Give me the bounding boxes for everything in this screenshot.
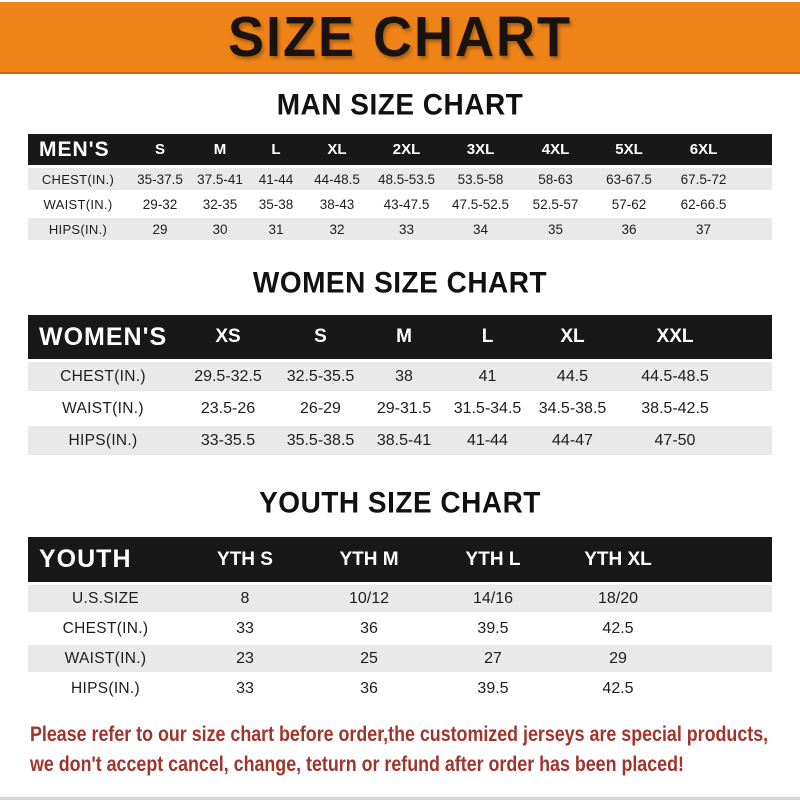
table-row <box>28 168 772 190</box>
size-value: 34.5-38.5 <box>538 399 607 417</box>
column-header: S <box>314 326 327 347</box>
row-spacer <box>681 675 772 702</box>
size-value: 44-48.5 <box>314 171 360 187</box>
size-value: 63-67.5 <box>606 171 652 187</box>
size-value: 29-32 <box>142 196 178 212</box>
size-value: 37.5-41 <box>197 171 243 187</box>
section-title: YOUTH SIZE CHART <box>259 486 541 519</box>
size-value: 35-38 <box>258 196 294 212</box>
size-value: 10/12 <box>348 589 390 607</box>
column-header: YTH L <box>465 548 521 570</box>
table-row <box>28 645 772 672</box>
section-title: MAN SIZE CHART <box>276 88 524 121</box>
size-value: 23.5-26 <box>200 399 256 417</box>
row-label: HIPS(IN.) <box>48 221 108 237</box>
size-value: 34 <box>472 221 489 237</box>
disclaimer <box>30 720 800 780</box>
table-corner-label: YOUTH <box>39 545 132 573</box>
section-youth-size-chart <box>0 487 800 705</box>
size-value: 58-63 <box>538 171 573 187</box>
size-table <box>28 312 772 458</box>
column-header: XXL <box>656 326 694 347</box>
size-value: 48.5-53.5 <box>377 171 436 187</box>
size-value: 31.5-34.5 <box>453 399 522 417</box>
size-value: 33 <box>236 679 254 697</box>
table-row <box>28 585 772 612</box>
size-value: 32.5-35.5 <box>286 367 355 385</box>
column-header: 3XL <box>466 141 495 158</box>
size-value: 36 <box>360 679 378 697</box>
disclaimer-line-1: Please refer to our size chart before order,the customized jerseys are special products, <box>30 723 769 746</box>
row-spacer <box>735 426 772 455</box>
size-value: 38.5-41 <box>376 431 432 449</box>
header-row <box>28 537 772 582</box>
row-spacer <box>735 394 772 423</box>
size-value: 37 <box>695 221 712 237</box>
row-spacer <box>681 615 772 642</box>
size-value: 42.5 <box>602 619 634 637</box>
section-title: WOMEN SIZE CHART <box>252 266 548 299</box>
size-value: 33-35.5 <box>200 431 256 449</box>
size-value: 36 <box>360 619 378 637</box>
section-women-size-chart <box>0 267 800 458</box>
size-value: 8 <box>240 589 250 607</box>
column-header: XS <box>215 326 241 347</box>
row-label: HIPS(IN.) <box>70 679 140 697</box>
size-value: 67.5-72 <box>680 171 727 187</box>
size-value: 39.5 <box>477 679 509 697</box>
size-value: 39.5 <box>477 619 509 637</box>
sections-container <box>0 89 800 705</box>
section-man-size-chart <box>0 89 800 243</box>
size-value: 57-62 <box>611 196 647 212</box>
size-value: 41 <box>478 367 497 385</box>
size-value: 44-47 <box>552 431 593 449</box>
column-header: 2XL <box>392 141 421 158</box>
size-value: 52.5-57 <box>532 196 579 212</box>
size-value: 32-35 <box>202 196 238 212</box>
size-value: 33 <box>398 221 415 237</box>
column-header: M <box>213 141 227 158</box>
header-spacer <box>681 537 772 582</box>
row-spacer <box>742 168 772 190</box>
header-row <box>28 134 772 165</box>
row-label: WAIST(IN.) <box>43 196 113 212</box>
size-chart-banner <box>0 2 800 74</box>
table-corner-label: WOMEN'S <box>39 322 168 351</box>
size-value: 27 <box>484 649 502 667</box>
column-header: L <box>481 326 494 347</box>
row-spacer <box>681 645 772 672</box>
size-value: 38 <box>395 367 413 385</box>
row-spacer <box>742 193 772 215</box>
header-row <box>28 315 772 359</box>
size-value: 33 <box>236 619 254 637</box>
column-header: L <box>271 141 281 158</box>
table-row <box>28 675 772 702</box>
size-value: 38.5-42.5 <box>641 399 709 417</box>
column-header: YTH XL <box>584 548 652 570</box>
size-value: 25 <box>360 649 378 667</box>
size-value: 41-44 <box>258 171 294 187</box>
table-row <box>28 362 772 391</box>
row-label: WAIST(IN.) <box>62 399 144 417</box>
column-header: 5XL <box>615 141 643 158</box>
row-spacer <box>681 585 772 612</box>
column-header: 4XL <box>541 141 570 158</box>
size-value: 38-43 <box>319 196 355 212</box>
size-value: 14/16 <box>472 589 514 607</box>
size-value: 53.5-58 <box>457 171 504 187</box>
table-row <box>28 394 772 423</box>
size-value: 35-37.5 <box>137 171 183 187</box>
size-value: 18/20 <box>597 589 639 607</box>
row-label: CHEST(IN.) <box>60 367 146 385</box>
size-value: 26-29 <box>300 399 341 417</box>
size-value: 29 <box>609 649 627 667</box>
row-spacer <box>735 362 772 391</box>
table-row <box>28 218 772 240</box>
size-value: 29.5-32.5 <box>194 367 262 385</box>
size-value: 30 <box>212 221 228 237</box>
column-header: XL <box>327 141 347 158</box>
column-header: 6XL <box>689 141 718 158</box>
column-header: YTH M <box>339 548 399 570</box>
size-value: 42.5 <box>602 679 634 697</box>
size-value: 32 <box>329 221 345 237</box>
size-value: 31 <box>268 221 284 237</box>
page-title: SIZE CHART <box>228 5 572 69</box>
size-value: 41-44 <box>467 431 508 449</box>
column-header: YTH S <box>217 548 273 570</box>
row-label: U.S.SIZE <box>72 589 139 607</box>
header-spacer <box>742 134 772 165</box>
column-header: XL <box>560 326 585 347</box>
size-value: 43-47.5 <box>383 196 430 212</box>
size-table <box>28 131 772 243</box>
table-row <box>28 193 772 215</box>
size-value: 44.5-48.5 <box>641 367 709 385</box>
table-row <box>28 426 772 455</box>
size-value: 29 <box>152 221 168 237</box>
size-value: 36 <box>621 221 637 237</box>
column-header: M <box>396 326 412 347</box>
row-label: WAIST(IN.) <box>64 649 147 667</box>
size-value: 62-66.5 <box>680 196 727 212</box>
size-value: 35 <box>547 221 564 237</box>
row-label: CHEST(IN.) <box>41 171 115 187</box>
table-corner-label: MEN'S <box>39 137 110 161</box>
disclaimer-line-2: we don't accept cancel, change, teturn or refund after order has been placed! <box>30 753 684 776</box>
size-value: 23 <box>236 649 254 667</box>
row-spacer <box>742 218 772 240</box>
size-value: 47.5-52.5 <box>451 196 510 212</box>
row-label: HIPS(IN.) <box>68 431 138 449</box>
table-row <box>28 615 772 642</box>
size-table <box>28 534 772 705</box>
size-value: 29-31.5 <box>376 399 432 417</box>
size-value: 47-50 <box>654 431 696 449</box>
size-value: 35.5-38.5 <box>286 431 355 449</box>
column-header: S <box>154 141 165 158</box>
size-value: 44.5 <box>556 367 589 385</box>
header-spacer <box>735 315 772 359</box>
row-label: CHEST(IN.) <box>62 619 149 637</box>
